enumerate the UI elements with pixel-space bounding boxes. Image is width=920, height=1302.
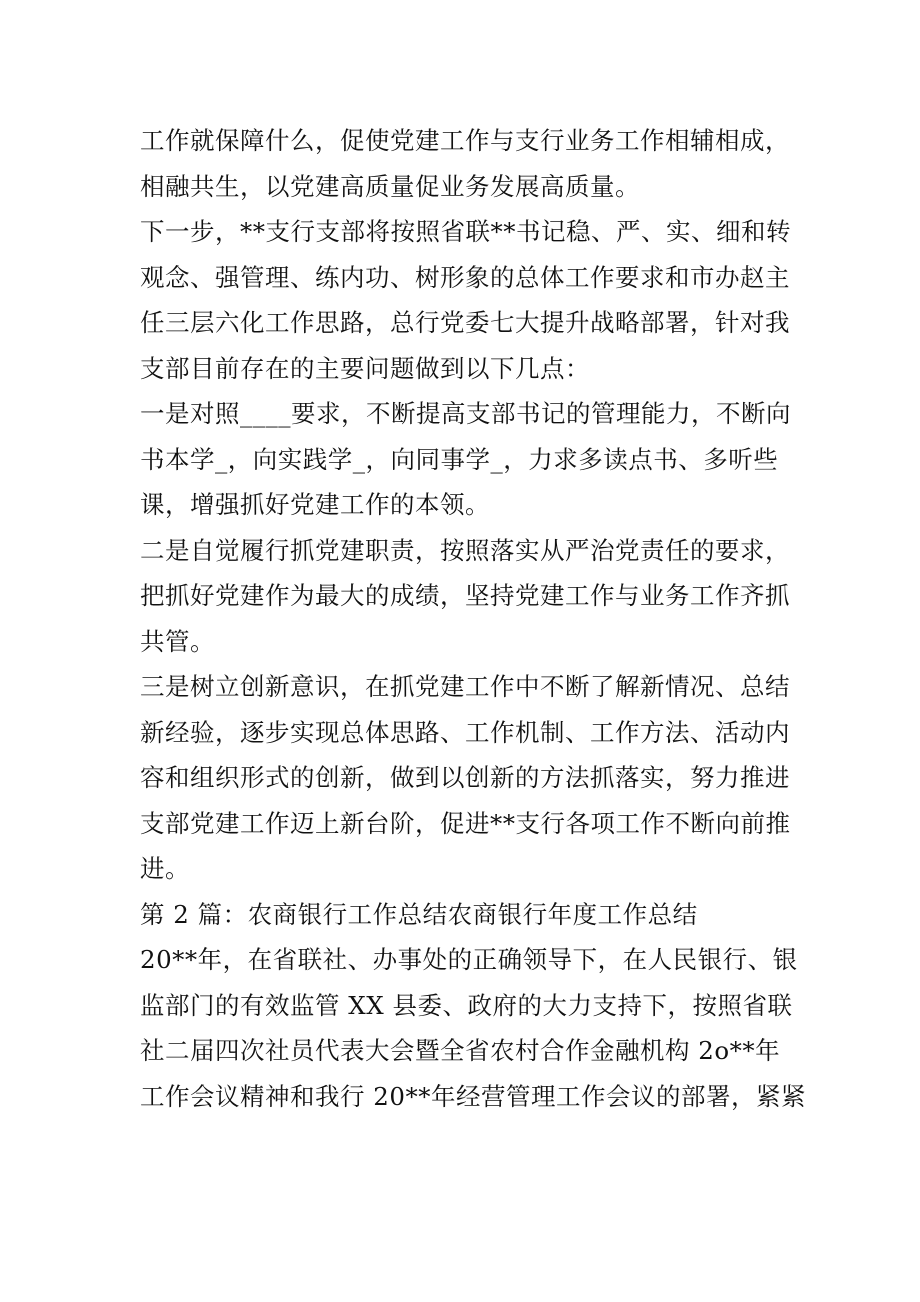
text-line: 容和组织形式的创新，做到以创新的方法抓落实，努力推进: [140, 763, 790, 792]
text-line: 社二届四次社员代表大会暨全省农村合作金融机构 2o**年: [140, 1036, 781, 1065]
text-line: 书本学_，向实践学_，向同事学_，力求多读点书、多听些: [140, 444, 779, 474]
text-line: 二是自觉履行抓党建职责，按照落实从严治党责任的要求，: [140, 535, 790, 565]
text-line: 任三层六化工作思路，总行党委七大提升战略部署，针对我: [140, 308, 790, 337]
text-line: 把抓好党建作为最大的成绩，坚持党建工作与业务工作齐抓: [140, 581, 790, 610]
text-line: 工作就保障什么，促使党建工作与支行业务工作相辅相成，: [140, 126, 790, 155]
text-line: 共管。: [140, 626, 215, 656]
text-line: 观念、强管理、练内功、树形象的总体工作要求和市办赵主: [140, 262, 790, 292]
text-line: 20**年，在省联社、办事处的正确领导下，在人民银行、银: [140, 945, 798, 974]
text-line: 监部门的有效监管 XX 县委、政府的大力支持下，按照省联: [140, 990, 793, 1020]
text-line: 进。: [140, 854, 190, 883]
text-line: 相融共生，以党建高质量促业务发展高质量。: [140, 171, 640, 201]
text-line: 支部党建工作迈上新台阶，促进**支行各项工作不断向前推: [140, 808, 791, 838]
text-line: 新经验，逐步实现总体思路、工作机制、工作方法、活动内: [140, 717, 790, 747]
text-line: 下一步，**支行支部将按照省联**书记稳、严、实、细和转: [140, 217, 791, 246]
text-line: 一是对照____要求，不断提高支部书记的管理能力，不断向: [140, 399, 791, 428]
text-line: 课，增强抓好党建工作的本领。: [140, 490, 490, 519]
section-heading: 第 2 篇：农商银行工作总结农商银行年度工作总结: [140, 899, 698, 929]
text-line: 支部目前存在的主要问题做到以下几点：: [140, 353, 590, 383]
text-line: 三是树立创新意识，在抓党建工作中不断了解新情况、总结: [140, 672, 790, 701]
document-body: [140, 118, 805, 1119]
text-line: 工作会议精神和我行 20**年经营管理工作会议的部署，紧紧: [140, 1081, 806, 1111]
